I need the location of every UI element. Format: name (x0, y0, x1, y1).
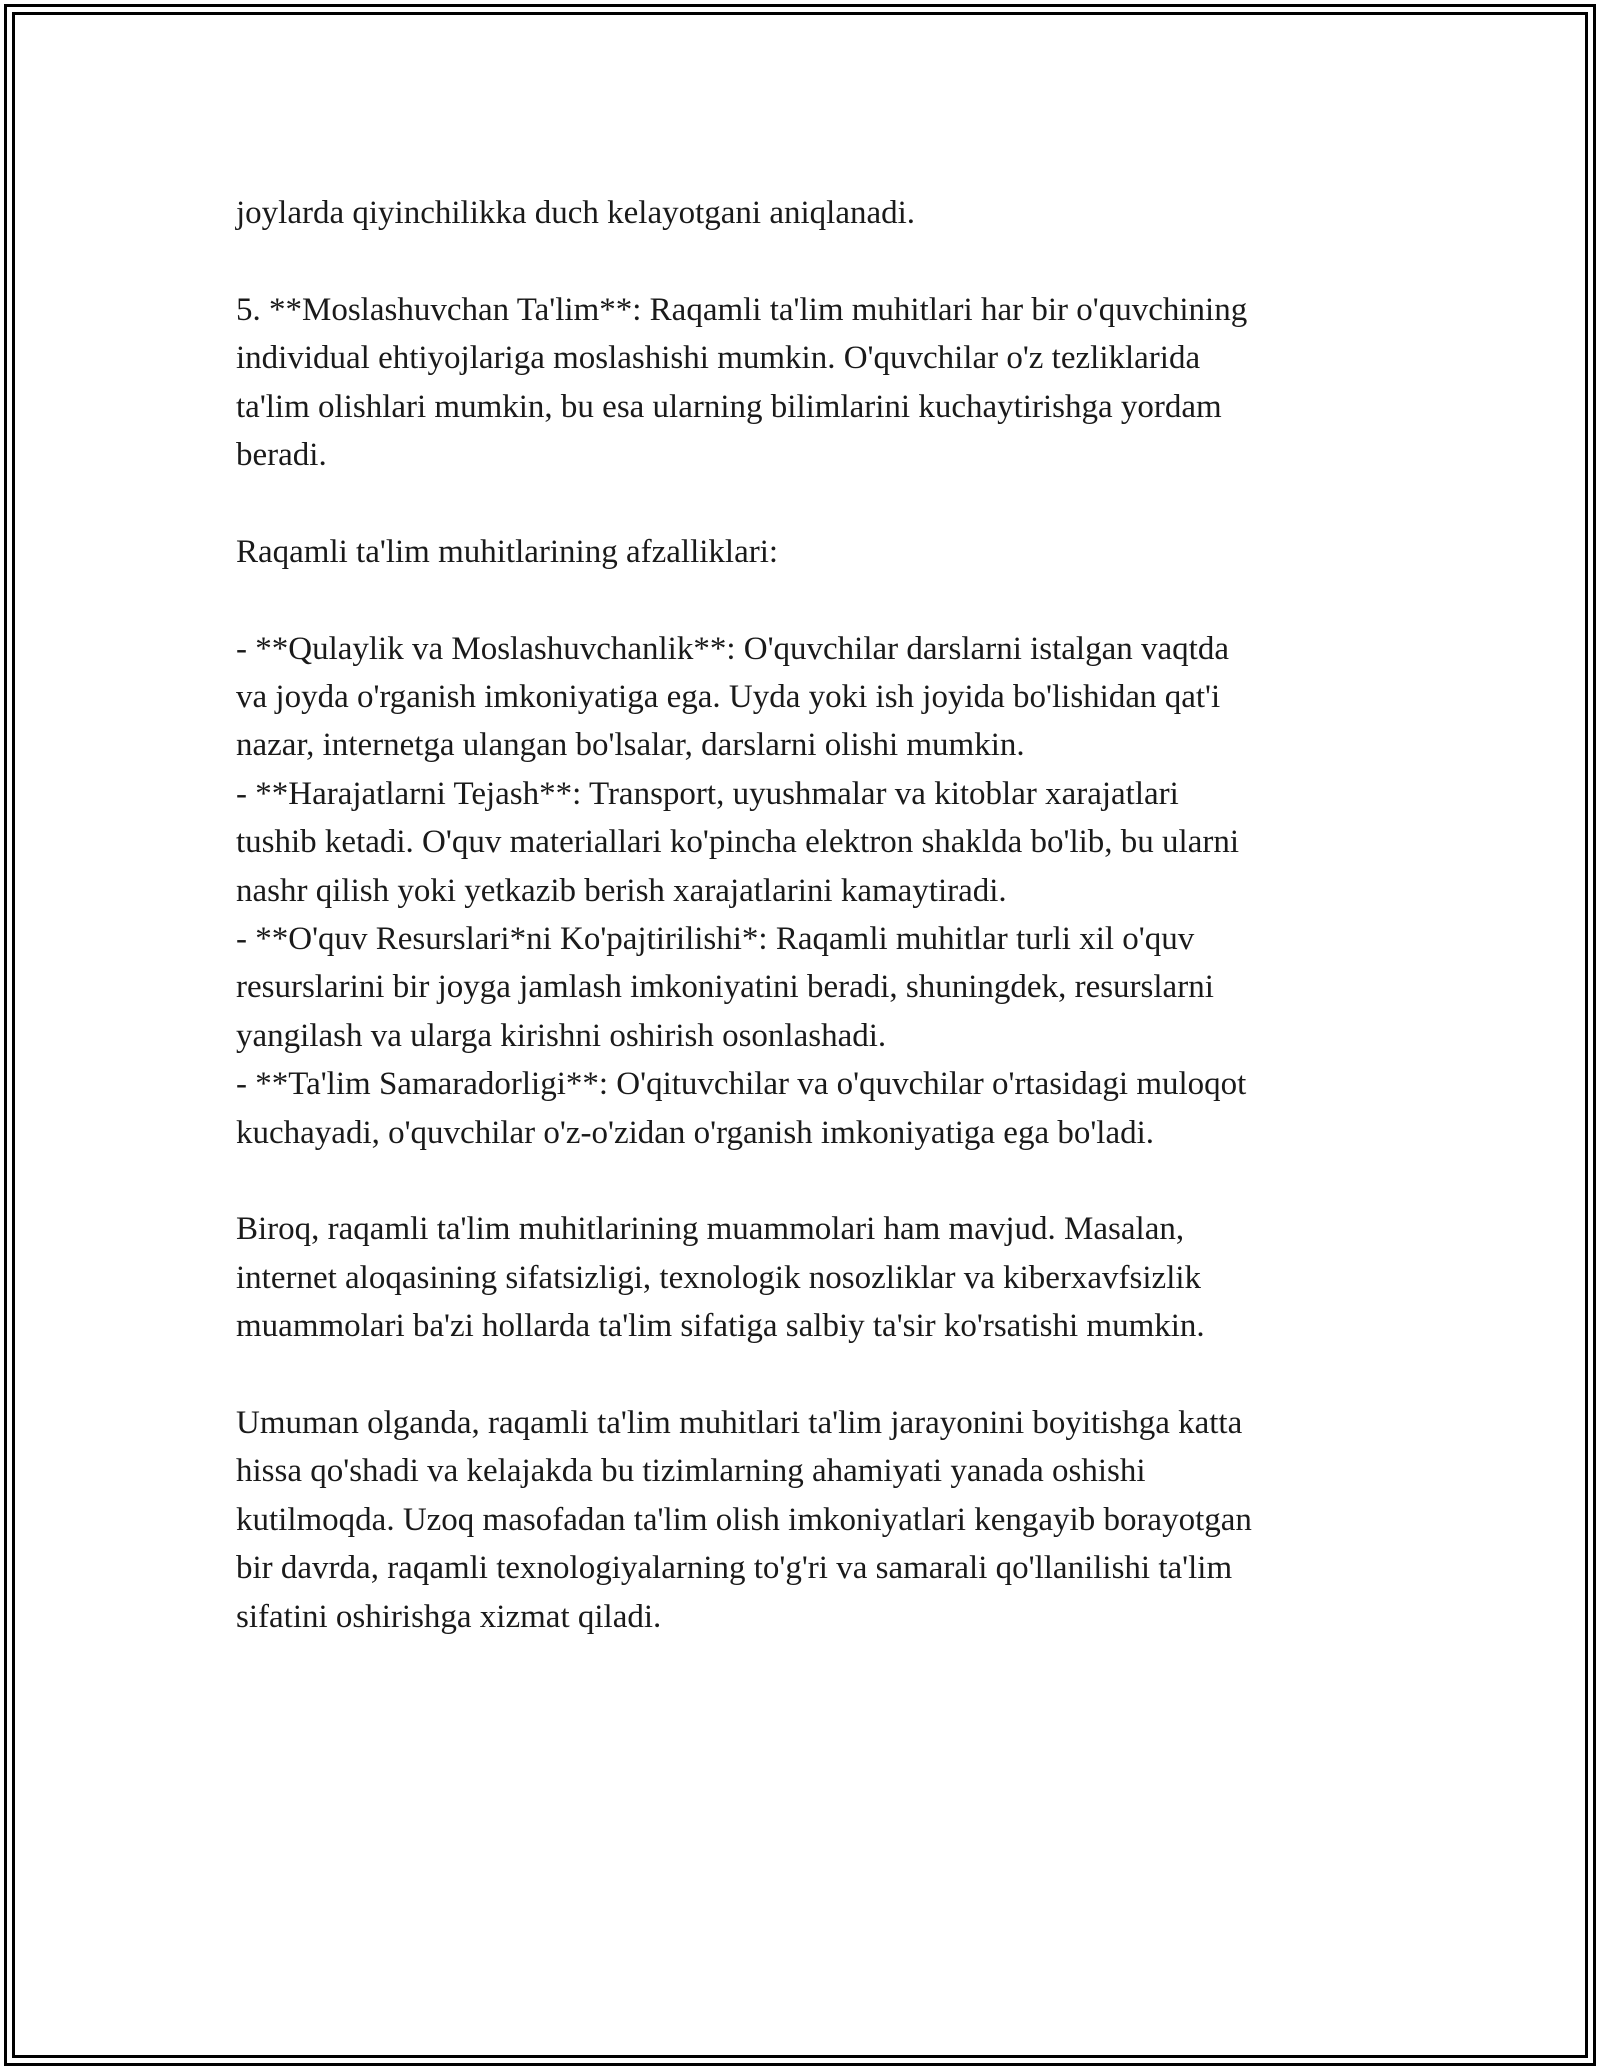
paragraph-gap (236, 1351, 1386, 1399)
paragraph-continued: joylarda qiyinchilikka duch kelayotgani aniqlanadi. (236, 195, 916, 231)
problems-paragraph: Biroq, raqamli ta'lim muhitlarining muammolari ham mavjud. Masalan, internet aloqasining sifatsizligi, texnologik nosozliklar va kiberxavfsizlik muammolari ba'zi hollarda ta'lim sifatiga salbiy ta'sir ko'rsatishi mumkin. (236, 1211, 1205, 1345)
paragraph-gap (236, 479, 1386, 527)
advantages-heading: Raqamli ta'lim muhitlarining afzalliklari: (236, 533, 779, 570)
paragraph-gap (236, 1157, 1386, 1205)
bullet-item: - **O'quv Resurslari*ni Ko'pajtirilishi*: Raqamli muhitlar turli xil o'quv resurslarini bir joyga jamlash imkoniyatini beradi, shuningdek, resurslarni yangilash va ularga kirishni oshirish osonlashadi. (236, 921, 1214, 1054)
document-body (236, 189, 1386, 1641)
list-item-5: 5. **Moslashuvchan Ta'lim**: Raqamli ta'lim muhitlari har bir o'quvchining individual ehtiyojlariga moslashishi mumkin. O'quvchilar o'z tezliklarida ta'lim olishlari mumkin, bu esa ularning bilimlarini kuchaytirishga yordam beradi. (236, 291, 1248, 474)
conclusion-paragraph: Umuman olganda, raqamli ta'lim muhitlari ta'lim jarayonini boyitishga katta hissa qo'shadi va kelajakda bu tizimlarning ahamiyati yanada oshishi kutilmoqda. Uzoq masofadan ta'lim olish imkoniyatlari kengayib borayotgan bir davrda, raqamli texnologiyalarning to'g'ri va samarali qo'llanilishi ta'lim sifatini oshirishga xizmat qiladi. (236, 1405, 1252, 1635)
bullet-item: - **Qulaylik va Moslashuvchanlik**: O'quvchilar darslarni istalgan vaqtda va joyda o'rganish imkoniyatiga ega. Uyda yoki ish joyida bo'lishidan qat'i nazar, internetga ulangan bo'lsalar, darslarni olishi mumkin. (236, 630, 1229, 764)
paragraph-gap (236, 237, 1386, 285)
bullet-item: - **Ta'lim Samaradorligi**: O'qituvchilar va o'quvchilar o'rtasidagi muloqot kuchayadi, o'quvchilar o'z-o'zidan o'rganish imkoniyatiga ega bo'ladi. (236, 1066, 1247, 1151)
bullet-item: - **Harajatlarni Tejash**: Transport, uyushmalar va kitoblar xarajatlari tushib ketadi. O'quv materiallari ko'pincha elektron shaklda bo'lib, bu ularni nashr qilish yoki yetkazib berish xarajatlarini kamaytiradi. (236, 775, 1240, 909)
paragraph-gap (236, 576, 1386, 624)
